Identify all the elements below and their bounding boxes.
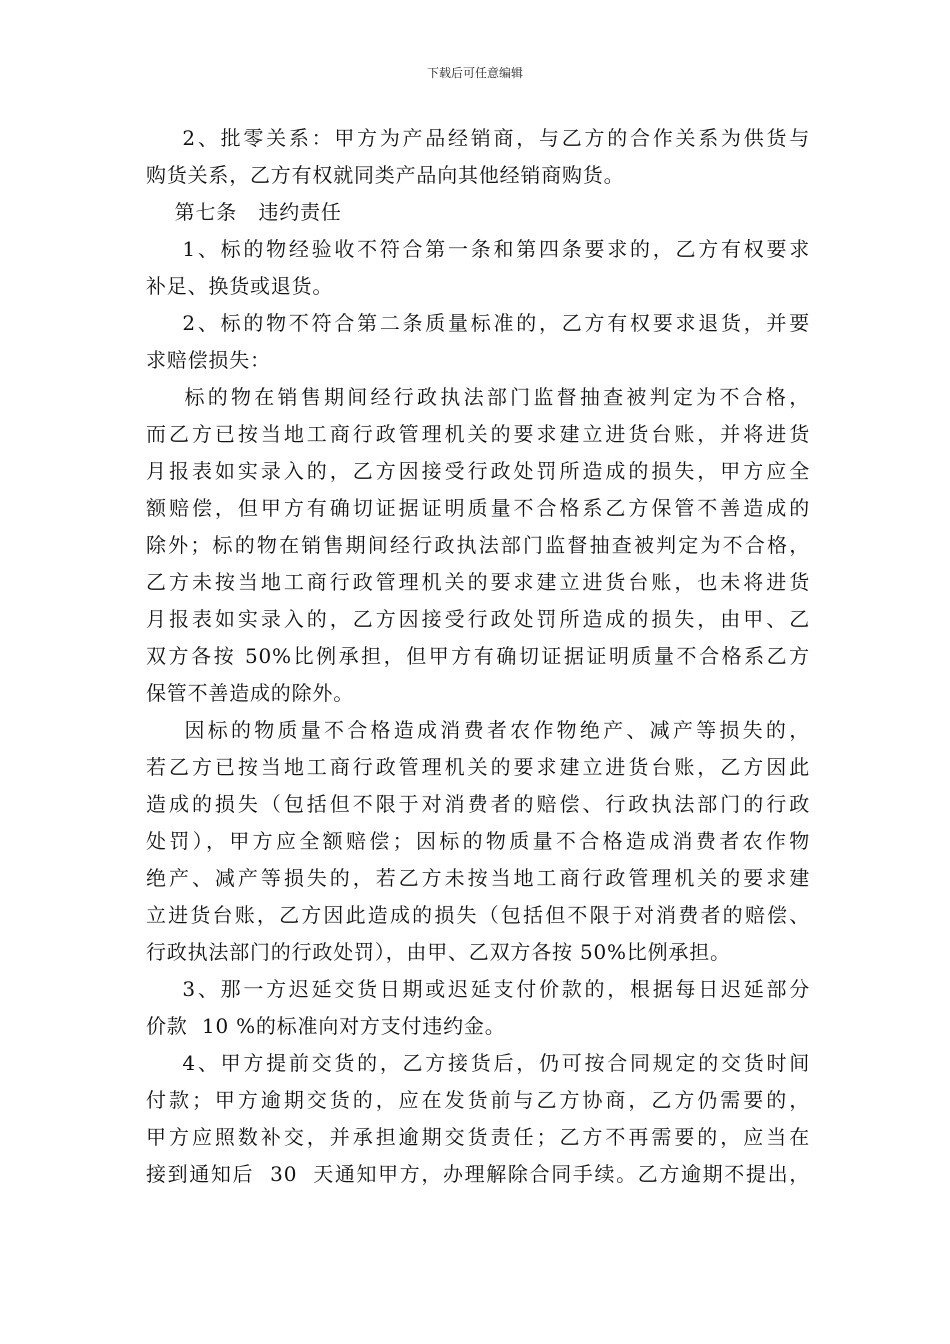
text-line: 付款；甲方逾期交货的，应在发货前与乙方协商，乙方仍需要的， (146, 1088, 810, 1112)
text-line: 若乙方已按当地工商行政管理机关的要求建立进货台账，乙方因此 (146, 755, 810, 779)
text-line: 月报表如实录入的，乙方因接受行政处罚所造成的损失，由甲、乙 (146, 607, 810, 631)
text-line: 而乙方已按当地工商行政管理机关的要求建立进货台账，并将进货 (146, 422, 810, 446)
text-line: 补足、换货或退货。 (146, 274, 334, 298)
text-line: 造成的损失（包括但不限于对消费者的赔偿、行政执法部门的行政 (146, 792, 810, 816)
text-line: 处罚），甲方应全额赔偿；因标的物质量不合格造成消费者农作物 (146, 829, 810, 853)
text-line: 额赔偿，但甲方有确切证据证明质量不合格系乙方保管不善造成的 (146, 496, 810, 520)
text-line: 行政执法部门的行政处罚），由甲、乙双方各按 50%比例承担。 (146, 940, 731, 964)
text-line: 第七条 违约责任 (146, 200, 342, 224)
text-line: 双方各按 50%比例承担，但甲方有确切证据证明质量不合格系乙方 (146, 644, 810, 668)
text-line: 价款 10 %的标准向对方支付违约金。 (146, 1014, 506, 1038)
text-line: 保管不善造成的除外。 (146, 681, 354, 705)
text-line: 标的物在销售期间经行政执法部门监督抽查被判定为不合格， (146, 385, 810, 409)
text-line: 立进货台账，乙方因此造成的损失（包括但不限于对消费者的赔偿、 (146, 903, 810, 927)
text-line: 2、标的物不符合第二条质量标准的，乙方有权要求退货，并要 (146, 311, 810, 335)
text-line: 接到通知后 30 天通知甲方，办理解除合同手续。乙方逾期不提出， (146, 1162, 810, 1186)
text-line: 乙方未按当地工商行政管理机关的要求建立进货台账，也未将进货 (146, 570, 810, 594)
text-line: 甲方应照数补交，并承担逾期交货责任；乙方不再需要的，应当在 (146, 1125, 810, 1149)
page-header: 下载后可任意编辑 (426, 66, 523, 80)
text-line: 3、那一方迟延交货日期或迟延支付价款的，根据每日迟延部分 (146, 977, 810, 1001)
text-line: 1、标的物经验收不符合第一条和第四条要求的，乙方有权要求 (146, 237, 810, 261)
text-line: 求赔偿损失： (146, 348, 271, 372)
text-line: 绝产、减产等损失的，若乙方未按当地工商行政管理机关的要求建 (146, 866, 810, 890)
text-line: 4、甲方提前交货的，乙方接货后，仍可按合同规定的交货时间 (146, 1051, 810, 1075)
text-line: 2、批零关系：甲方为产品经销商，与乙方的合作关系为供货与 (146, 126, 810, 150)
document-body (146, 120, 810, 1193)
text-line: 除外；标的物在销售期间经行政执法部门监督抽查被判定为不合格， (146, 533, 810, 557)
text-line: 购货关系，乙方有权就同类产品向其他经销商购货。 (146, 163, 625, 187)
text-line: 因标的物质量不合格造成消费者农作物绝产、减产等损失的， (146, 718, 810, 742)
text-line: 月报表如实录入的，乙方因接受行政处罚所造成的损失，甲方应全 (146, 459, 810, 483)
